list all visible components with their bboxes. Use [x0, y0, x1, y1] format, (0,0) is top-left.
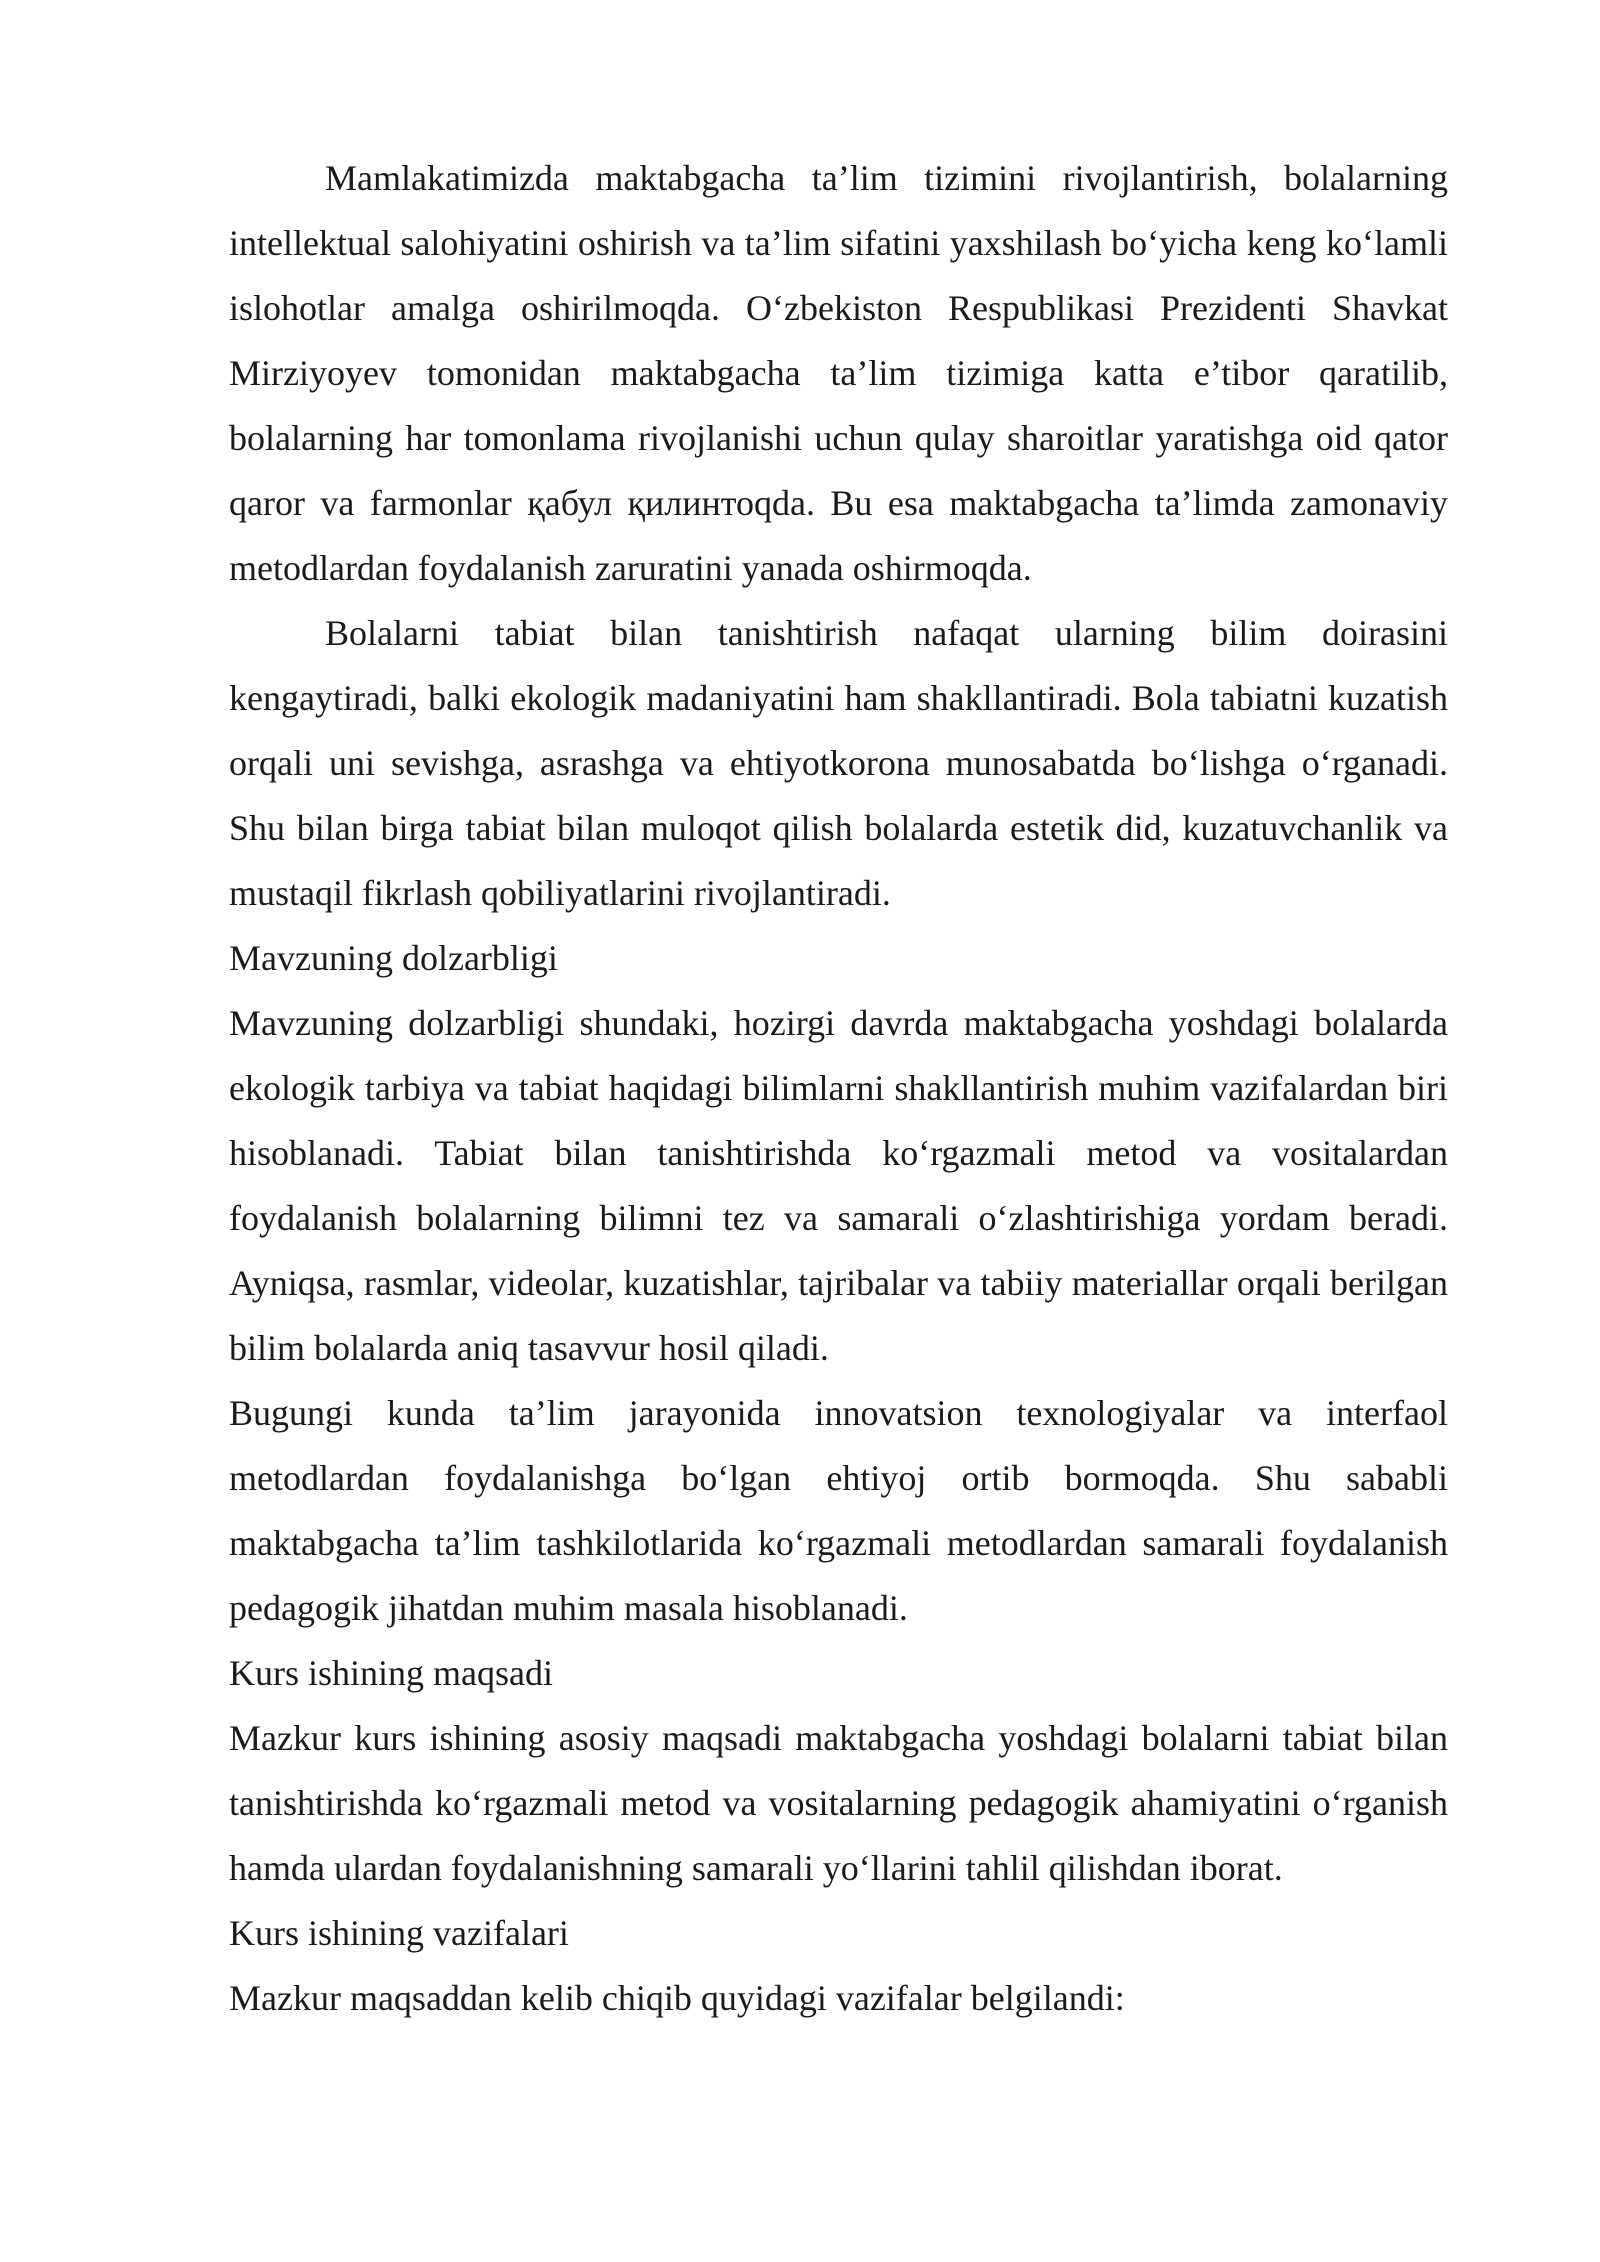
section-heading-tasks: Kurs ishining vazifalari	[229, 1913, 569, 1953]
intro-paragraph: Mamlakatimizda maktabgacha ta’lim tizimini rivojlantirish, bolalarning intellektual salohiyatini oshirish va ta’lim sifatini yaxshilash bo‘yicha keng ko‘lamli islohotlar amalga oshirilmoqda. O‘zbekiston Respublikasi Prezidenti Shavkat Mirziyoyev tomonidan maktabgacha ta’lim tizimiga katta e’tibor qaratilib, bolalarning har tomonlama rivojlanishi uchun qulay sharoitlar yaratishga oid qator qaror va farmonlar қабул қилинтоqda. Bu esa maktabgacha ta’limda zamonaviy metodlardan foydalanish zaruratini yanada oshirmoqda.	[229, 158, 1448, 588]
innovation-paragraph: Bugungi kunda ta’lim jarayonida innovatsion texnologiyalar va interfaol metodlardan foydalanishga bo‘lgan ehtiyoj ortib bormoqda. Shu sababli maktabgacha ta’lim tashkilotlarida ko‘rgazmali metodlardan samarali foydalanish pedagogik jihatdan muhim masala hisoblanadi.	[229, 1393, 1448, 1628]
goal-paragraph: Mazkur kurs ishining asosiy maqsadi maktabgacha yoshdagi bolalarni tabiat bilan tanishtirishda ko‘rgazmali metod va vositalarning pedagogik ahamiyatini o‘rganish hamda ulardan foydalanishning samarali yo‘llarini tahlil qilishdan iborat.	[229, 1718, 1448, 1888]
nature-paragraph: Bolalarni tabiat bilan tanishtirish nafaqat ularning bilim doirasini kengaytiradi, balki ekologik madaniyatini ham shakllantiradi. Bola tabiatni kuzatish orqali uni sevishga, asrashga va ehtiyotkorona munosabatda bo‘lishga o‘rganadi. Shu bilan birga tabiat bilan muloqot qilish bolalarda estetik did, kuzatuvchanlik va mustaqil fikrlash qobiliyatlarini rivojlantiradi.	[229, 613, 1448, 913]
section-heading-goal: Kurs ishining maqsadi	[229, 1653, 553, 1693]
tasks-paragraph: Mazkur maqsaddan kelib chiqib quyidagi vazifalar belgilandi:	[229, 1978, 1125, 2018]
document-body	[229, 146, 1448, 2031]
relevance-paragraph: Mavzuning dolzarbligi shundaki, hozirgi davrda maktabgacha yoshdagi bolalarda ekologik tarbiya va tabiat haqidagi bilimlarni shakllantirish muhim vazifalardan biri hisoblanadi. Tabiat bilan tanishtirishda ko‘rgazmali metod va vositalardan foydalanish bolalarning bilimni tez va samarali o‘zlashtirishiga yordam beradi. Ayniqsa, rasmlar, videolar, kuzatishlar, tajribalar va tabiiy materiallar orqali berilgan bilim bolalarda aniq tasavvur hosil qiladi.	[229, 1003, 1448, 1368]
section-heading-relevance: Mavzuning dolzarbligi	[229, 938, 558, 978]
